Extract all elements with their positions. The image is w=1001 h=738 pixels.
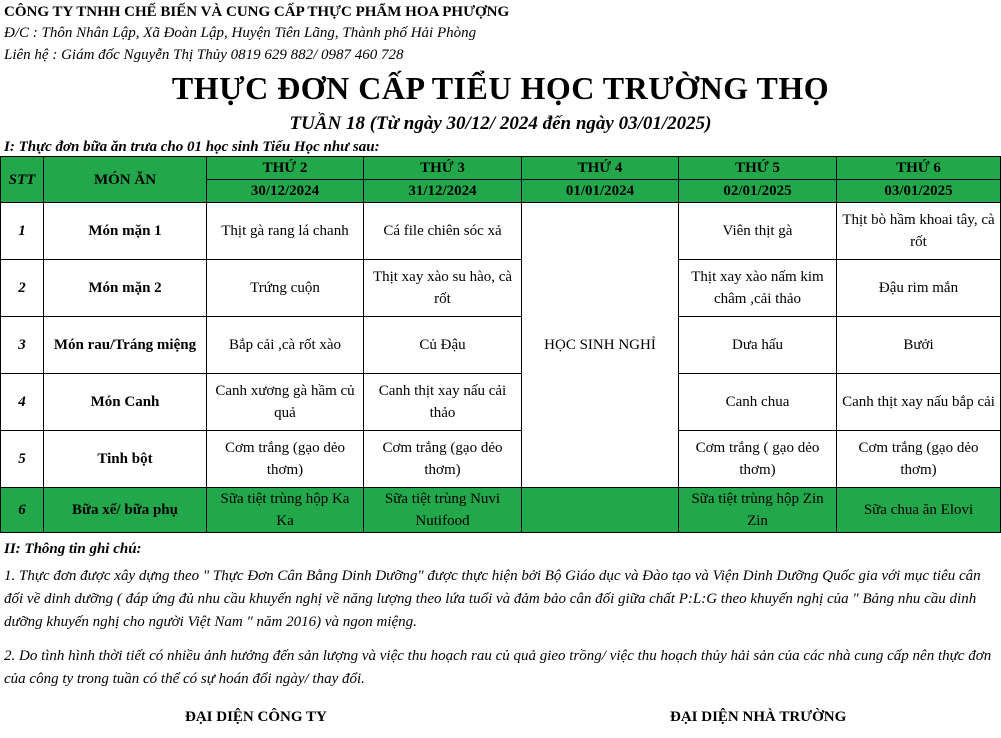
menu-cell: Canh thịt xay nấu cải thảo [364, 374, 522, 431]
row-number: 1 [1, 203, 44, 260]
row-number: 3 [1, 317, 44, 374]
dish-header: MÓN ĂN [44, 157, 207, 203]
signature-school: ĐẠI DIỆN NHÀ TRƯỜNG [670, 709, 847, 725]
note-1: 1. Thực đơn được xây dựng theo " Thực Đơn Cân Bằng Dinh Dưỡng" được thực hiện bởi Bộ Giáo dục và Đào tạo và Viện Dinh Dưỡng Quốc gia với mục tiêu cân đối về dinh dưỡng ( đáp ứng đủ nhu cầu khuyến nghị về năng lượng theo lứa tuổi và đảm bảo cân đối giữa chất P:L:G theo khuyến nghị của " Bảng nhu cầu dinh dưỡng khuyến nghị cho người Việt Nam " năm 2016) và ngon miệng. [4, 568, 981, 630]
day-header-mon: THỨ 2 [207, 157, 364, 180]
menu-table [0, 156, 1001, 533]
menu-cell: Củ Đậu [364, 317, 522, 374]
menu-cell: Canh xương gà hầm củ quả [207, 374, 364, 431]
table-row [1, 431, 1001, 488]
section-1-heading: I: Thực đơn bữa ăn trưa cho 01 học sinh Tiểu Học như sau: [4, 139, 380, 155]
menu-cell: Sữa tiệt trùng hộp Ka Ka [207, 488, 364, 533]
holiday-cell: HỌC SINH NGHỈ [522, 203, 679, 488]
row-number: 2 [1, 260, 44, 317]
menu-cell: Đậu rim mắn [837, 260, 1001, 317]
row-number: 4 [1, 374, 44, 431]
menu-cell: Dưa hấu [679, 317, 837, 374]
menu-cell: Trứng cuộn [207, 260, 364, 317]
menu-cell: Cơm trắng (gạo dẻo thơm) [207, 431, 364, 488]
menu-cell: Cơm trắng ( gạo dẻo thơm) [679, 431, 837, 488]
row-number: 6 [1, 488, 44, 533]
dish-type: Tinh bột [44, 431, 207, 488]
day-header-wed: THỨ 4 [522, 157, 679, 180]
company-contact: Liên hệ : Giám đốc Nguyễn Thị Thủy 0819 629 882/ 0987 460 728 [4, 47, 404, 63]
signature-company: ĐẠI DIỆN CÔNG TY [185, 709, 327, 725]
menu-cell: Bưởi [837, 317, 1001, 374]
table-row [1, 488, 1001, 533]
company-name: CÔNG TY TNHH CHẾ BIẾN VÀ CUNG CẤP THỰC PHẨM HOA PHƯỢNG [4, 4, 510, 20]
menu-cell: Cơm trắng (gạo dẻo thơm) [364, 431, 522, 488]
section-2-heading: II: Thông tin ghi chú: [4, 541, 142, 557]
table-row [1, 374, 1001, 431]
date-mon: 30/12/2024 [207, 180, 364, 203]
menu-cell: Sữa chua ăn Elovi [837, 488, 1001, 533]
company-address: Đ/C : Thôn Nhân Lập, Xã Đoàn Lập, Huyện Tiên Lãng, Thành phố Hải Phòng [4, 25, 477, 41]
stt-header: STT [1, 157, 44, 203]
menu-cell: Cá file chiên sóc xả [364, 203, 522, 260]
note-2: 2. Do tình hình thời tiết có nhiều ảnh hưởng đến sản lượng và việc thu hoạch rau củ quả gieo trồng/ việc thu hoạch thủy hải sản của các nhà cung cấp nên thực đơn của công ty trong tuần có thể có sự hoán đổi ngày/ thay đổi. [4, 648, 992, 687]
menu-cell: Thịt gà rang lá chanh [207, 203, 364, 260]
day-header-fri: THỨ 6 [837, 157, 1001, 180]
day-header-thu: THỨ 5 [679, 157, 837, 180]
dish-type: Món mặn 1 [44, 203, 207, 260]
menu-cell: Sữa tiệt trùng hộp Zin Zin [679, 488, 837, 533]
header-row-days [1, 157, 1001, 180]
menu-cell: Canh chua [679, 374, 837, 431]
table-row [1, 260, 1001, 317]
menu-cell: Cơm trắng (gạo dẻo thơm) [837, 431, 1001, 488]
date-fri: 03/01/2025 [837, 180, 1001, 203]
dish-type: Món Canh [44, 374, 207, 431]
menu-cell [522, 488, 679, 533]
date-thu: 02/01/2025 [679, 180, 837, 203]
dish-type: Món mặn 2 [44, 260, 207, 317]
day-header-tue: THỨ 3 [364, 157, 522, 180]
row-number: 5 [1, 431, 44, 488]
week-range: TUẦN 18 (Từ ngày 30/12/ 2024 đến ngày 03/01/2025) [289, 113, 712, 134]
date-wed: 01/01/2024 [522, 180, 679, 203]
date-tue: 31/12/2024 [364, 180, 522, 203]
dish-type: Bữa xế/ bữa phụ [44, 488, 207, 533]
menu-cell: Viên thịt gà [679, 203, 837, 260]
dish-type: Món rau/Tráng miệng [44, 317, 207, 374]
menu-cell: Sữa tiệt trùng Nuvi Nutifood [364, 488, 522, 533]
menu-cell: Thịt xay xào nấm kim châm ,cải thảo [679, 260, 837, 317]
menu-cell: Bắp cải ,cà rốt xào [207, 317, 364, 374]
menu-title: THỰC ĐƠN CẤP TIỂU HỌC TRƯỜNG THỌ [171, 70, 830, 106]
menu-cell: Thịt bò hầm khoai tây, cà rốt [837, 203, 1001, 260]
menu-cell: Thịt xay xào su hào, cà rốt [364, 260, 522, 317]
table-row [1, 203, 1001, 260]
menu-cell: Canh thịt xay nấu bắp cải [837, 374, 1001, 431]
table-row [1, 317, 1001, 374]
